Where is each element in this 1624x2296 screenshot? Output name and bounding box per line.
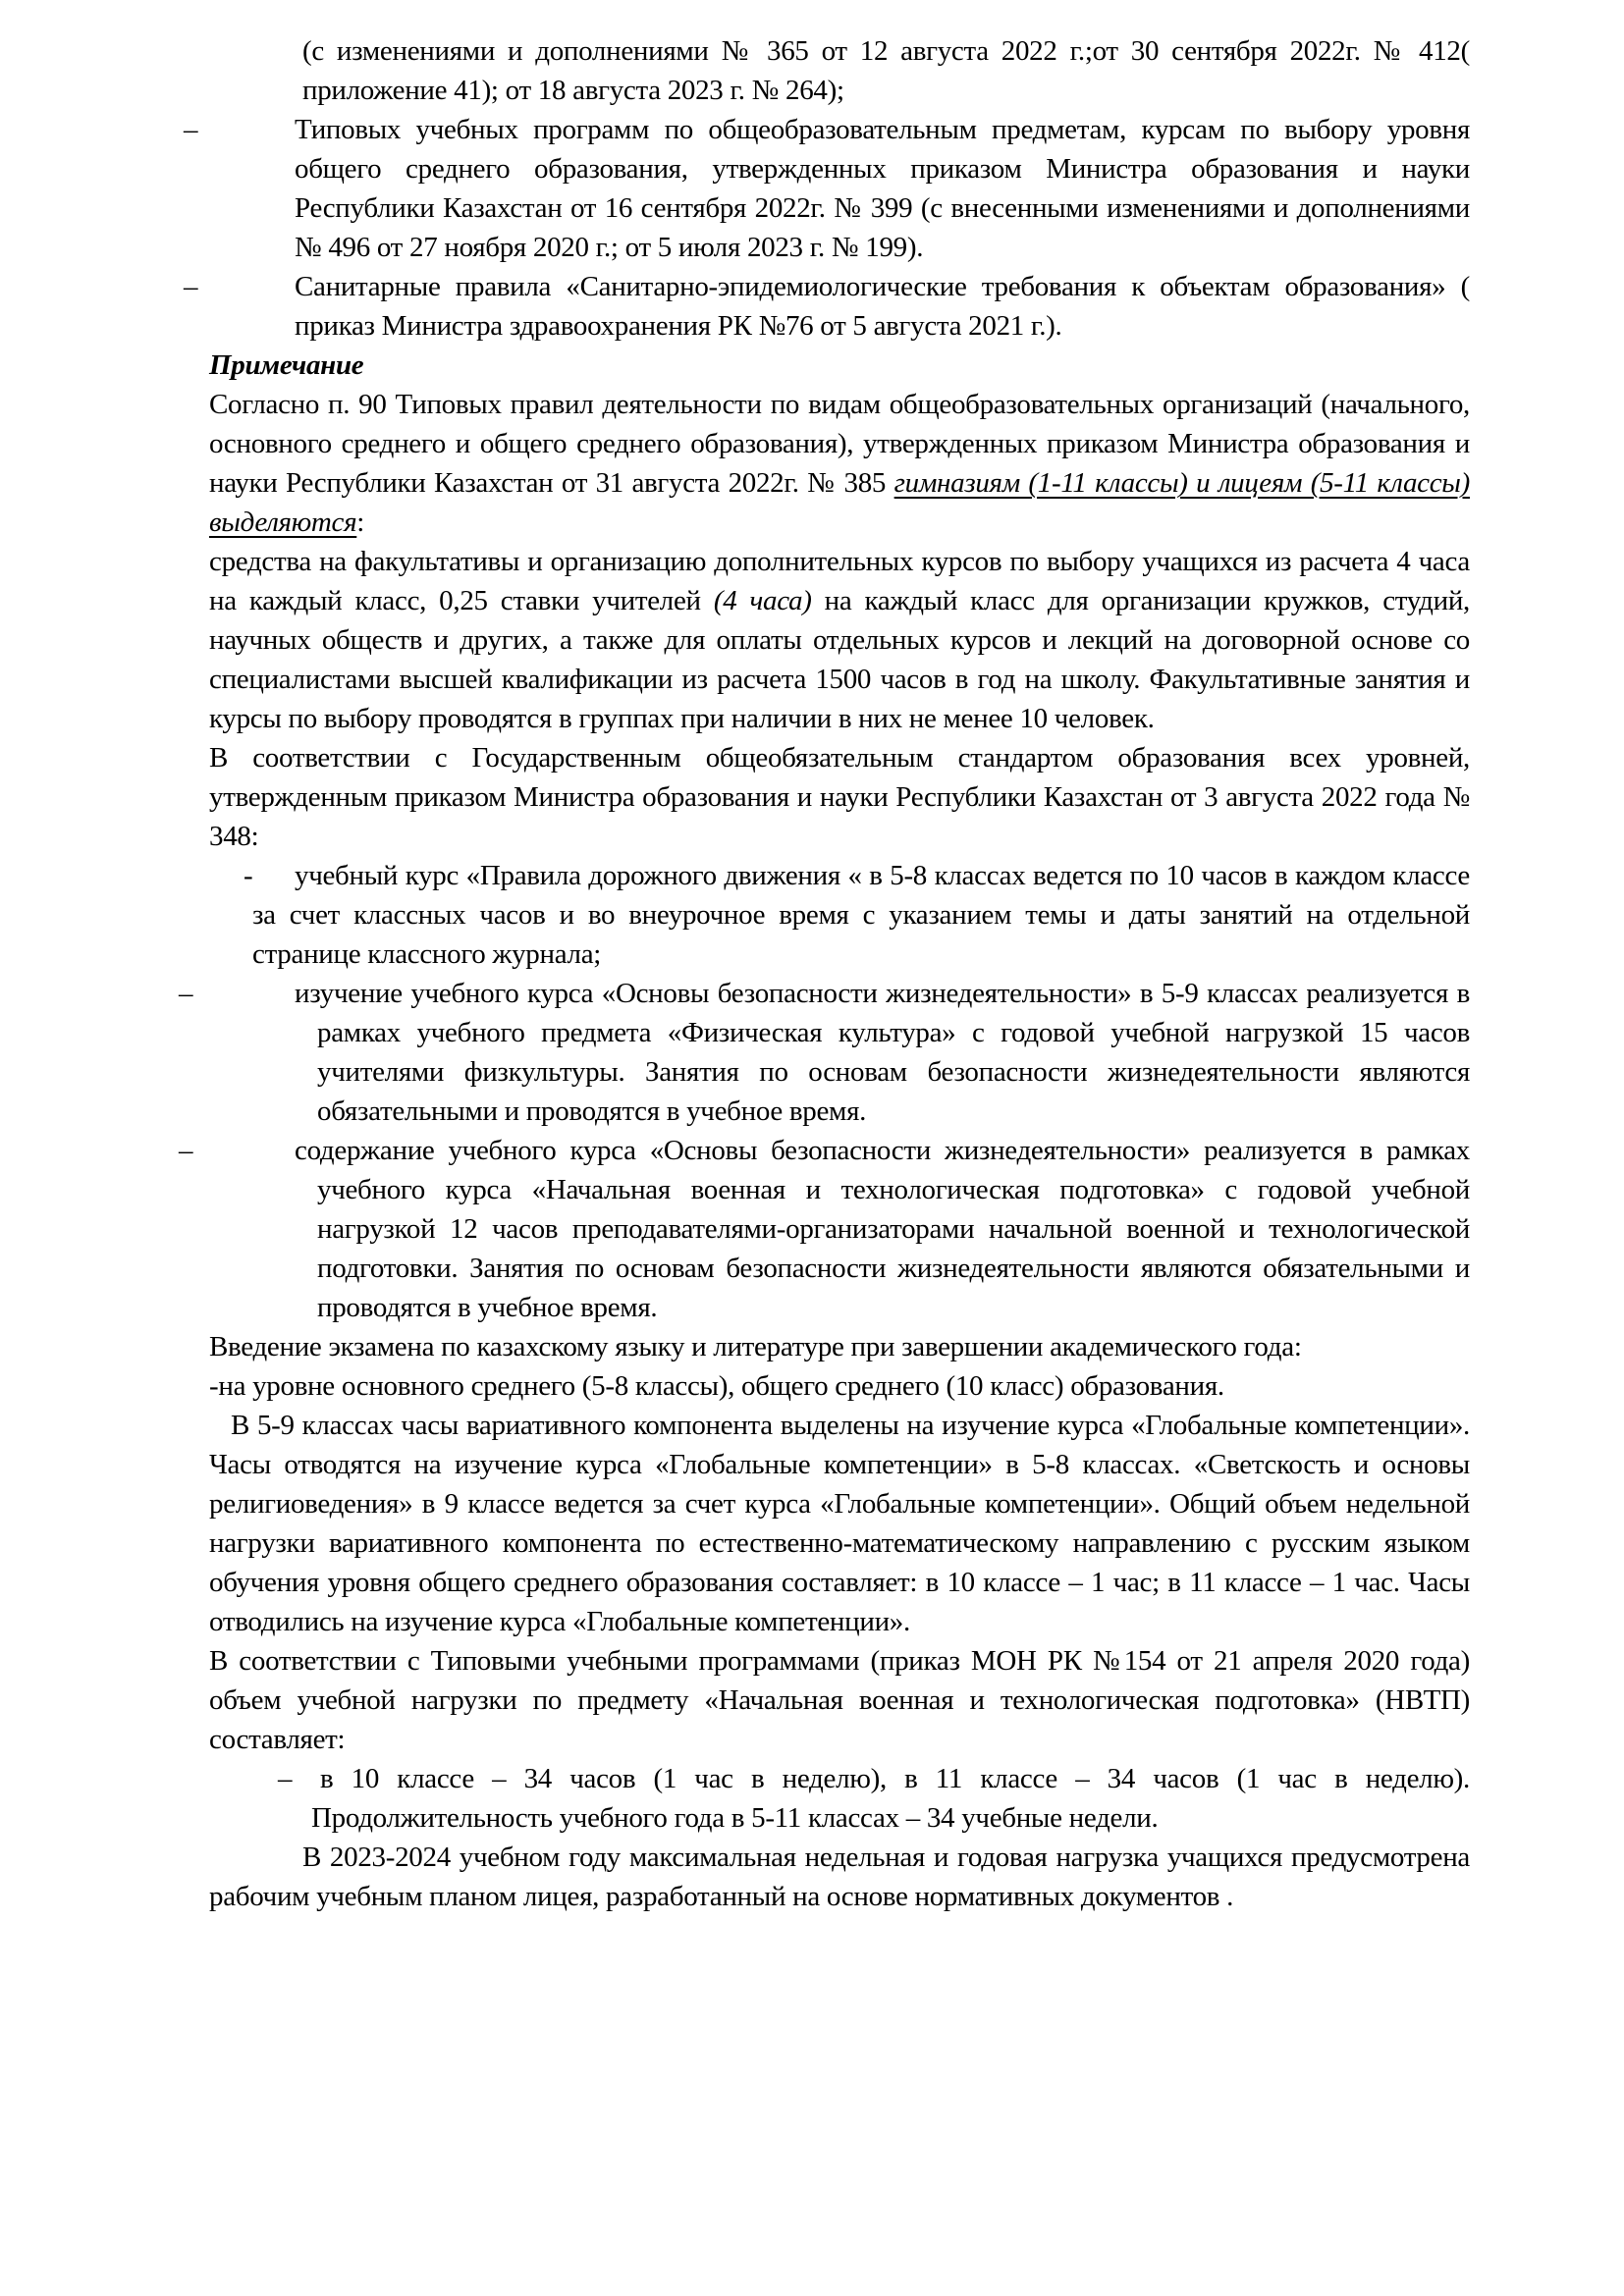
list-hyphen-marker: - [244, 860, 253, 891]
list-dash-marker: – [184, 114, 198, 145]
paragraph-global-competencies: В 5-9 классах часы вариативного компонента выделены на изучение курса «Глобальные компетенции». Часы отводятся на изучение курса «Глобальные компетенции» в 5-8 классах. «Светскость и основы религиоведения» в 9 классе ведется за счет курса «Глобальные компетенции». Общий объем недельной нагрузки вариативного компонента по естественно-математическому направлению с русским языком обучения уровня общего среднего образования составляет: в 10 классе – 1 час; в 11 классе – 1 час. Часы отводились на изучение курса «Глобальные компетенции». [209, 1410, 1470, 1637]
note-rules-text: Согласно п. 90 Типовых правил деятельности по видам общеобразовательных организаций (начального, основного среднего и общего среднего образования), утвержденных приказом Министра образования и науки Республики Казахстан от 31 августа 2022г. № 385 [209, 389, 1470, 499]
list-item-text: Санитарные правила «Санитарно-эпидемиологические требования к объектам образования» ( приказ Министра здравоохранения РК №76 от 5 августа 2021 г.). [295, 271, 1470, 342]
paragraph-gos-standard: В соответствии с Государственным общеобязательным стандартом образования всех уровней, утвержденным приказом Министра образования и науки Республики Казахстан от 3 августа 2022 года № 348: [209, 742, 1470, 852]
note-funds-text-rest: на каждый класс для организации кружков, студий, научных обществ и других, а также для оплаты отдельных курсов и лекций на договорной основе со специалистами высшей квалификации из расчета 1500 часов в год на школу. Факультативные занятия и курсы по выбору проводятся в группах при наличии в них не менее 10 человек. [209, 585, 1470, 734]
intro-continuation-paragraph: (с изменениями и дополнениями № 365 от 12 августа 2022 г.;от 30 сентября 2022г. № 412( приложение 41); от 18 августа 2023 г. № 264); [302, 35, 1470, 106]
list-item-text: учебный курс «Правила дорожного движения « в 5-8 классах ведется по 10 часов в каждом классе за счет классных часов и во внеурочное время с указанием темы и даты занятий на отдельной странице классного журнала; [252, 860, 1470, 970]
note-paragraph-funds [209, 542, 1470, 738]
list-item-text: изучение учебного курса «Основы безопасности жизнедеятельности» в 5-9 классах реализуется в рамках учебного предмета «Физическая культура» с годовой учебной нагрузкой 15 часов учителями физкультуры. Занятия по основам безопасности жизнедеятельности являются обязательными и проводятся в учебное время. [295, 978, 1470, 1127]
list-item-text: Типовых учебных программ по общеобразовательным предметам, курсам по выбору уровня общего среднего образования, утвержденных приказом Министра образования и науки Республики Казахстан от 16 сентября 2022г. № 399 (с внесенными изменениями и дополнениями № 496 от 27 ноября 2020 г.; от 5 июля 2023 г. № 199). [295, 114, 1470, 263]
note-funds-text: средства на факультативы и организацию дополнительных курсов по выбору учащихся из расчета 4 часа на каждый класс, 0,25 ставки учителей [209, 546, 1470, 616]
note-heading: Примечание [209, 349, 364, 381]
list-item-military-training-course: – содержание учебного курса «Основы безопасности жизнедеятельности» реализуется в рамках учебного курса «Начальная военная и технологическая подготовка» с годовой учебной нагрузкой 12 часов преподавателями-организаторами начальной военной и технологической подготовки. Занятия по основам безопасности жизнедеятельности являются обязательными и проводятся в учебное время. [179, 1135, 1470, 1323]
list-item-life-safety-course: – изучение учебного курса «Основы безопасности жизнедеятельности» в 5-9 классах реализуется в рамках учебного предмета «Физическая культура» с годовой учебной нагрузкой 15 часов учителями физкультуры. Занятия по основам безопасности жизнедеятельности являются обязательными и проводятся в учебное время. [179, 978, 1470, 1127]
list-item-typical-programs [184, 110, 1470, 267]
list-item-text: содержание учебного курса «Основы безопасности жизнедеятельности» реализуется в рамках учебного курса «Начальная военная и технологическая подготовка» с годовой учебной нагрузкой 12 часов преподавателями-организаторами начальной военной и технологической подготовки. Занятия по основам безопасности жизнедеятельности являются обязательными и проводятся в учебное время. [295, 1135, 1470, 1323]
note-paragraph-rules [209, 385, 1470, 542]
paragraph-exam-levels: -на уровне основного среднего (5-8 классы), общего среднего (10 класс) образования. [209, 1370, 1224, 1402]
list-dash-marker: – [278, 1763, 293, 1794]
list-dash-marker: – [184, 271, 198, 302]
note-rules-emphasis: гимназиям (1-11 классы) и лицеям (5-11 классы) выделяются [209, 467, 1470, 538]
list-item-sanitary-rules [184, 267, 1470, 346]
paragraph-exam-introduction: Введение экзамена по казахскому языку и литературе при завершении академического года: [209, 1331, 1302, 1362]
note-funds-hours-italic: (4 часа) [713, 585, 812, 616]
paragraph-nvtp-programs: В соответствии с Типовыми учебными программами (приказ МОН РК №154 от 21 апреля 2020 года) объем учебной нагрузки по предмету «Начальная военная и технологическая подготовка» (НВТП) составляет: [209, 1645, 1470, 1755]
paragraph-final-load: В 2023-2024 учебном году максимальная недельная и годовая нагрузка учащихся предусмотрена рабочим учебным планом лицея, разработанный на основе нормативных документов . [209, 1842, 1470, 1912]
list-item-nvtp-hours [209, 1759, 1470, 1838]
note-rules-colon: : [356, 507, 365, 538]
list-item-traffic-rules-course [209, 856, 1470, 974]
list-item-text: в 10 классе – 34 часов (1 час в неделю), в 11 классе – 34 часов (1 час в неделю). Продолжительность учебного года в 5-11 классах – 34 учебные недели. [311, 1763, 1470, 1834]
